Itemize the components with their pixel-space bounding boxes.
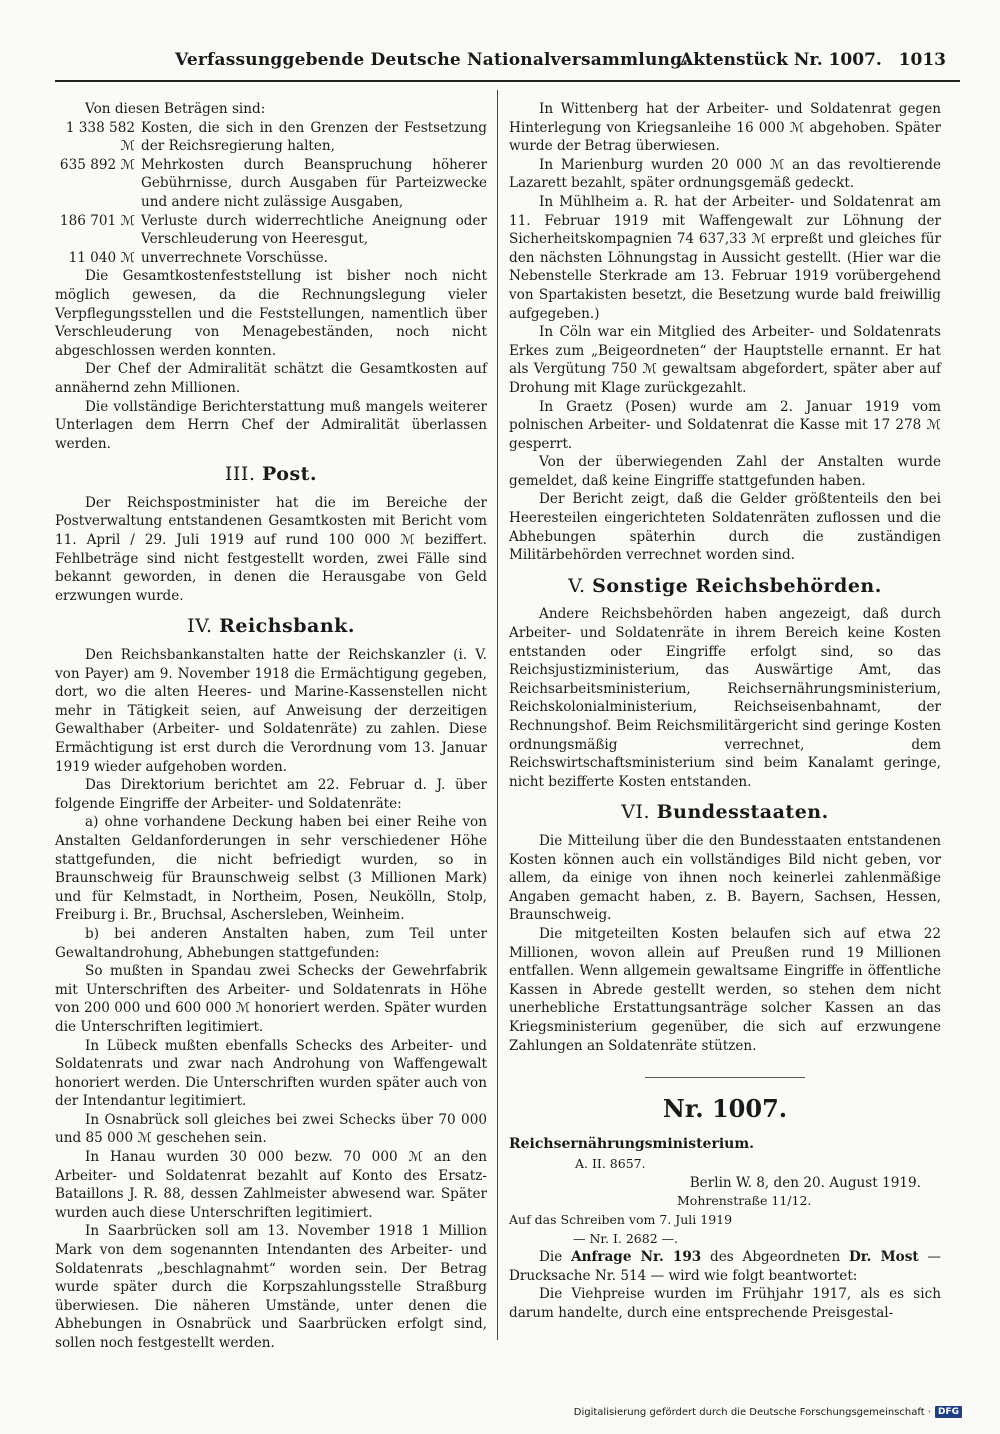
paragraph: Der Chef der Admiralität schätzt die Gesamtkosten auf annähernd zehn Millionen. (55, 361, 487, 396)
number-reference: — Nr. I. 2682 —. (573, 1230, 679, 1246)
paragraph: In Graetz (Posen) wurde am 2. Januar 1919 vom polnischen Arbeiter- und Soldatenrat die Kasse mit 17 278 ℳ gesperrt. (509, 398, 941, 452)
section-title: Reichsbank. (219, 615, 355, 638)
anfrage-mid: des Abgeordneten (701, 1249, 849, 1266)
intro-line: Von diesen Beträgen sind: (85, 101, 266, 117)
section-title: Bundesstaaten. (656, 801, 829, 824)
amount-text: Verluste durch widerrechtliche Aneignung oder Verschleuderung von Heeresgut, (141, 212, 487, 248)
anfrage-paragraph (509, 1248, 941, 1285)
amount-text: Mehrkosten durch Beanspruchung höherer Gebührnisse, durch Ausgaben für Parteizwecke und andere nicht zulässige Ausgaben, (141, 156, 487, 210)
amount-text: Kosten, die sich in den Grenzen der Festsetzung der Reichsregierung halten, (141, 119, 487, 155)
ministry-name: Reichsernährungsministerium. (509, 1135, 755, 1152)
place-date: Berlin W. 8, den 20. August 1919. (689, 1174, 921, 1191)
anfrage-pre: Die (539, 1249, 572, 1266)
paragraph: In Wittenberg hat der Arbeiter- und Soldatenrat gegen Hinterlegung von Kriegsanleihe 16 000 ℳ abgehoben. Später wurde der Betrag überwiesen. (509, 101, 941, 155)
section-number: IV. (187, 615, 213, 638)
section-title: Sonstige Reichsbehörden. (592, 574, 882, 597)
reference-number: A. II. 8657. (575, 1156, 646, 1172)
document-number: Nr. 1007. (662, 1094, 788, 1124)
page-header (55, 50, 960, 82)
amount-value: 1 338 582 ℳ (65, 119, 135, 155)
paragraph: So mußten in Spandau zwei Schecks der Gewehrfabrik mit Unterschriften des Arbeiter- und Soldatenrats in Höhe von 200 000 und 600 000 ℳ honoriert werden. Später wurden die Unterschriften legitimiert. (55, 963, 487, 1035)
column-divider (497, 90, 498, 1340)
paragraph: a) ohne vorhandene Deckung haben bei einer Reihe von Anstalten Geldanforderungen in sehr verschiedener Höhe stattgefunden, die nicht befriedigt wurden, so in Braunschweig für Braunschweig selbst (3 Millionen Mark) und für Kelmstadt, in Northeim, Posen, Neukölln, Stolp, Freiburg i. Br., Bruchsal, Aschersleben, Weinheim. (55, 814, 487, 924)
section-number: III. (224, 463, 256, 486)
left-column (55, 100, 487, 1351)
footer-text: Digitalisierung gefördert durch die Deutsche Forschungsgemeinschaft · (573, 1406, 931, 1418)
amount-row (55, 156, 487, 212)
paragraph: b) bei anderen Anstalten haben, zum Teil unter Gewaltandrohung, Abhebungen stattgefunden: (55, 925, 487, 961)
section-heading-post (55, 465, 487, 484)
address: Mohrenstraße 11/12. (677, 1193, 812, 1209)
paragraph: Die vollständige Berichterstattung muß mangels weiterer Unterlagen dem Herrn Chef der Admiralität überlassen werden. (55, 398, 487, 452)
paragraph: Die Mitteilung über die den Bundesstaaten entstandenen Kosten können auch ein vollständiges Bild nicht geben, vor allem, da einige von ihnen noch keinerlei zahlenmäßige Angaben gemacht haben, z. B. Bayern, Sachsen, Hessen, Braunschweig. (509, 832, 941, 924)
right-column (509, 100, 941, 1340)
anfrage-number: Anfrage Nr. 193 (571, 1249, 702, 1266)
amount-value: 635 892 ℳ (59, 156, 135, 173)
paragraph: Den Reichsbankanstalten hatte der Reichskanzler (i. V. von Payer) am 9. November 1918 die Ermächtigung gegeben, dort, wo die alten Heeres- und Marine-Kassenstellen nicht mehr in Tätigkeit seien, auf Anweisung der derzeitigen Gewalthaber (Arbeiter- und Soldatenräte) zu zahlen. Diese Ermächtigung ist erst durch die Verordnung vom 13. Januar 1919 wieder aufgehoben worden. (55, 647, 487, 775)
paragraph: Andere Reichsbehörden haben angezeigt, daß durch Arbeiter- und Soldatenräte in ihrem Bereich keine Kosten entstanden oder Eingriffe erfolgt sind, so das Reichsjustizministerium, das Auswärtige Amt, das Reichsarbeitsministerium, Reichsernährungsministerium, Reichskolonialministerium, Reichseisenbahnamt, der Rechnungshof. Beim Reichsmilitärgericht sind geringe Kosten ordnungsmäßig verrechnet, dem Reichswirtschaftsministerium sind beim Kanalamt geringe, nicht bezifferte Kosten entstanden. (509, 606, 941, 790)
section-title: Post. (262, 463, 318, 486)
paragraph: Die Viehpreise wurden im Frühjahr 1917, als es sich darum handelte, durch eine entsprechende Preisgestal- (509, 1286, 941, 1322)
section-heading-reichsbank (55, 617, 487, 636)
amount-row (55, 212, 487, 249)
header-title: Verfassunggebende Deutsche Nationalversammlung. (175, 50, 689, 70)
section-number: VI. (621, 801, 651, 824)
page-footer (574, 1406, 962, 1418)
paragraph: Das Direktorium berichtet am 22. Februar d. J. über folgende Eingriffe der Arbeiter- und Soldatenräte: (55, 777, 487, 812)
letter-reference: Auf das Schreiben vom 7. Juli 1919 (509, 1212, 733, 1228)
paragraph: Die Gesamtkostenfeststellung ist bisher noch nicht möglich gewesen, da die Rechnungslegung vieler Verpflegungsstellen und die Feststellungen, namentlich über Verschleuderung von Menagebeständen, noch nicht abgeschlossen werden konnten. (55, 268, 487, 359)
header-akt: Aktenstück Nr. 1007. (680, 50, 882, 70)
paragraph: Der Reichspostminister hat die im Bereiche der Postverwaltung entstandenen Gesamtkosten mit Bericht vom 11. April / 29. Juli 1919 auf rund 100 000 ℳ beziffert. Fehlbeträge sind nicht festgestellt worden, zwei Fälle sind bekannt geworden, in denen die Herausgabe von Geld erzwungen wurde. (55, 494, 487, 604)
paragraph: In Osnabrück soll gleiches bei zwei Schecks über 70 000 und 85 000 ℳ geschehen sein. (55, 1111, 487, 1147)
paragraph: In Hanau wurden 30 000 bezw. 70 000 ℳ an den Arbeiter- und Soldatenrat bezahlt auf Konto des Ersatz-Bataillons J. R. 88, dessen Zahlmeister abwesend war. Später wurden auch diese Unterschriften legitimiert. (55, 1149, 487, 1221)
paragraph: In Marienburg wurden 20 000 ℳ an das revoltierende Lazarett bezahlt, später ordnungsgemäß gedeckt. (509, 156, 941, 192)
paragraph: In Saarbrücken soll am 13. November 1918 1 Million Mark von dem sogenannten Intendanten des Arbeiter- und Soldatenrats „beschlagnahmt“ worden sein. Der Betrag wurde später durch die Korpszahlungsstelle Straßburg überwiesen. Die näheren Umstände, unter denen die Abhebungen in Osnabrück und Saarbrücken erfolgt sind, sollen noch festgestellt werden. (55, 1223, 487, 1351)
section-heading-bundesstaaten (509, 803, 941, 822)
dfg-logo-icon: DFG (935, 1406, 962, 1418)
amount-value: 186 701 ℳ (59, 212, 135, 229)
section-heading-sonstige (509, 574, 941, 597)
paragraph: In Lübeck mußten ebenfalls Schecks des Arbeiter- und Soldatenrats und zwar nach Androhung von Waffengewalt honoriert werden. Die Unterschriften wurden später auch von der Intendantur legitimiert. (55, 1037, 487, 1110)
section-number: V. (568, 574, 586, 597)
paragraph: In Mühlheim a. R. hat der Arbeiter- und Soldatenrat am 11. Februar 1919 mit Waffengewalt zur Löhnung der Sicherheitskompagnien 74 637,33 ℳ erpreßt und gleiches für den nächsten Löhnungstag in Aussicht gestellt. (Hier war die Nebenstelle Sterkrade am 13. Februar 1919 vorübergehend von Spartakisten besetzt, die Besetzung wurde bald freiwillig aufgegeben.) (509, 193, 941, 322)
amount-text: unverrechnete Vorschüsse. (141, 249, 328, 266)
separator-rule (645, 1077, 805, 1078)
anfrage-post: — Drucksache Nr. 514 — wird wie folgt beantwortet: (509, 1249, 941, 1284)
paragraph: In Cöln war ein Mitglied des Arbeiter- und Soldatenrats Erkes zum „Beigeordneten“ der Hauptstelle ernannt. Er hat als Vergütung 750 ℳ gewaltsam abgefordert, später aber auf Drohung mit Klage zurückgezahlt. (509, 324, 941, 396)
anfrage-name: Dr. Most (848, 1249, 919, 1266)
paragraph: Der Bericht zeigt, daß die Gelder größtenteils den bei Heeresteilen eingerichteten Soldatenräten zuflossen und die Abhebungen späterhin durch die zuständigen Militärbehörden verrechnet worden sind. (509, 491, 941, 564)
paragraph: Von der überwiegenden Zahl der Anstalten wurde gemeldet, daß keine Eingriffe stattgefunden haben. (509, 454, 941, 489)
amount-value: 11 040 ℳ (68, 249, 135, 266)
paragraph: Die mitgeteilten Kosten belaufen sich auf etwa 22 Millionen, wovon allein auf Preußen rund 19 Millionen entfallen. Wenn allgemein gewaltsame Eingriffe in öffentliche Kassen in Abrede gestellt werden, so stehen dem nicht unerhebliche Erstattungsanträge solcher Kassen an das Kriegsministerium gegenüber, die sich auf erzwungene Zahlungen an Soldatenräte stützen. (509, 925, 941, 1054)
page-number: 1013 (898, 50, 946, 70)
amount-row (55, 119, 487, 156)
amount-row (55, 249, 487, 268)
